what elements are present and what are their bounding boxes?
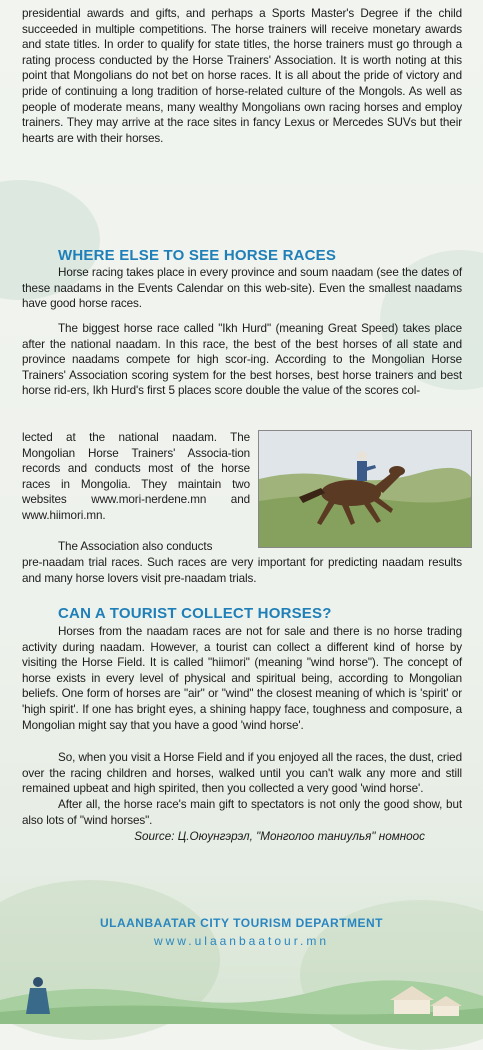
section2-paragraph-2: So, when you visit a Horse Field and if you enjoyed all the races, the dust, cried over the racing children and horses, walked until you can't walk any more and still remained upbeat and high spirited, then you collected a very good 'wind horse'. — [22, 751, 462, 796]
section1-paragraph-2: The biggest horse race called "Ikh Hurd" (meaning Great Speed) takes place after the national naadam. In this race, the best of the best horses of all state and province naadams compete for high scor-ing. According to the Mongolian Horse Trainers' Association scoring system for the best horses, best horse trainers and best horse rid-ers, Ikh Hurd's first 5 places score double the value of the scores col- — [22, 322, 462, 398]
horse-rider-icon — [259, 431, 471, 547]
footer-website-link[interactable]: www.ulaanbaatour.mn — [153, 934, 330, 948]
section-heading-tourist: CAN A TOURIST COLLECT HORSES? — [58, 605, 332, 622]
section2-paragraph-3: After all, the horse race's main gift to spectators is not only the good show, but also lots of "wind horses". — [22, 798, 462, 827]
section1-paragraph-3-start: The Association also conducts — [58, 540, 213, 553]
horse-rider-photo — [258, 430, 472, 548]
section1-paragraph-2-continued: lected at the national naadam. The Mongolian Horse Trainers' Associa-tion records and conducts most of the horse races in Mongolia. They maintain two websites www.mori-nerdene.mn and www.hiimori.mn. — [22, 431, 250, 522]
rider-figure-icon — [26, 977, 50, 1014]
source-citation: Source: Ц.Оюунгэрэл, "Монголоо таниулья" номноос — [134, 830, 425, 843]
section1-paragraph-3-rest: pre-naadam trial races. Such races are very important for predicting naadam results and many horse lovers visit pre-naadam trials. — [22, 556, 462, 585]
footer-organization: ULAANBAATAR CITY TOURISM DEPARTMENT — [99, 916, 384, 930]
section1-paragraph-1: Horse racing takes place in every province and soum naadam (see the dates of these naadams in the Events Calendar on this web-site). Even the smallest naadams have good horse races. — [22, 266, 462, 311]
landscape-decoration — [0, 960, 483, 1024]
intro-paragraph: presidential awards and gifts, and perhaps a Sports Master's Degree if the child succeeded in multiple competitions. The horse trainers will receive monetary awards and state titles. In order to qualify for state titles, the horse trainers must go through a rating process conducted by the Horse Trainers' Association. It is worth noting at this point that Mongolians do not bet on horse races. It is all about the pride of victory and pride of continuing a long tradition of horse-related culture of the Mongols. As well as people of moderate means, many wealthy Mongolians own racing horses and employ trainers. They may arrive at the race sites in fancy Lexus or Mercedes SUVs but their hearts are with their horses. — [22, 7, 462, 145]
section-heading-where: WHERE ELSE TO SEE HORSE RACES — [58, 247, 337, 264]
section2-paragraph-1: Horses from the naadam races are not for sale and there is no horse trading activity during naadam. However, a tourist can collect a different kind of horse by visiting the Horse Field. It is called "hiimori" (meaning "wind horse"). The concept of horse exists in every level of physical and spiritual being, according to Mongolian beliefs. One form of horses are "air" or "wind" the closest meaning of which is 'spirit' or 'high spirit'. If one has bright eyes, a shining happy face, toughness and composure, a Mongolian might say that you have a good 'wind horse'. — [22, 625, 462, 732]
